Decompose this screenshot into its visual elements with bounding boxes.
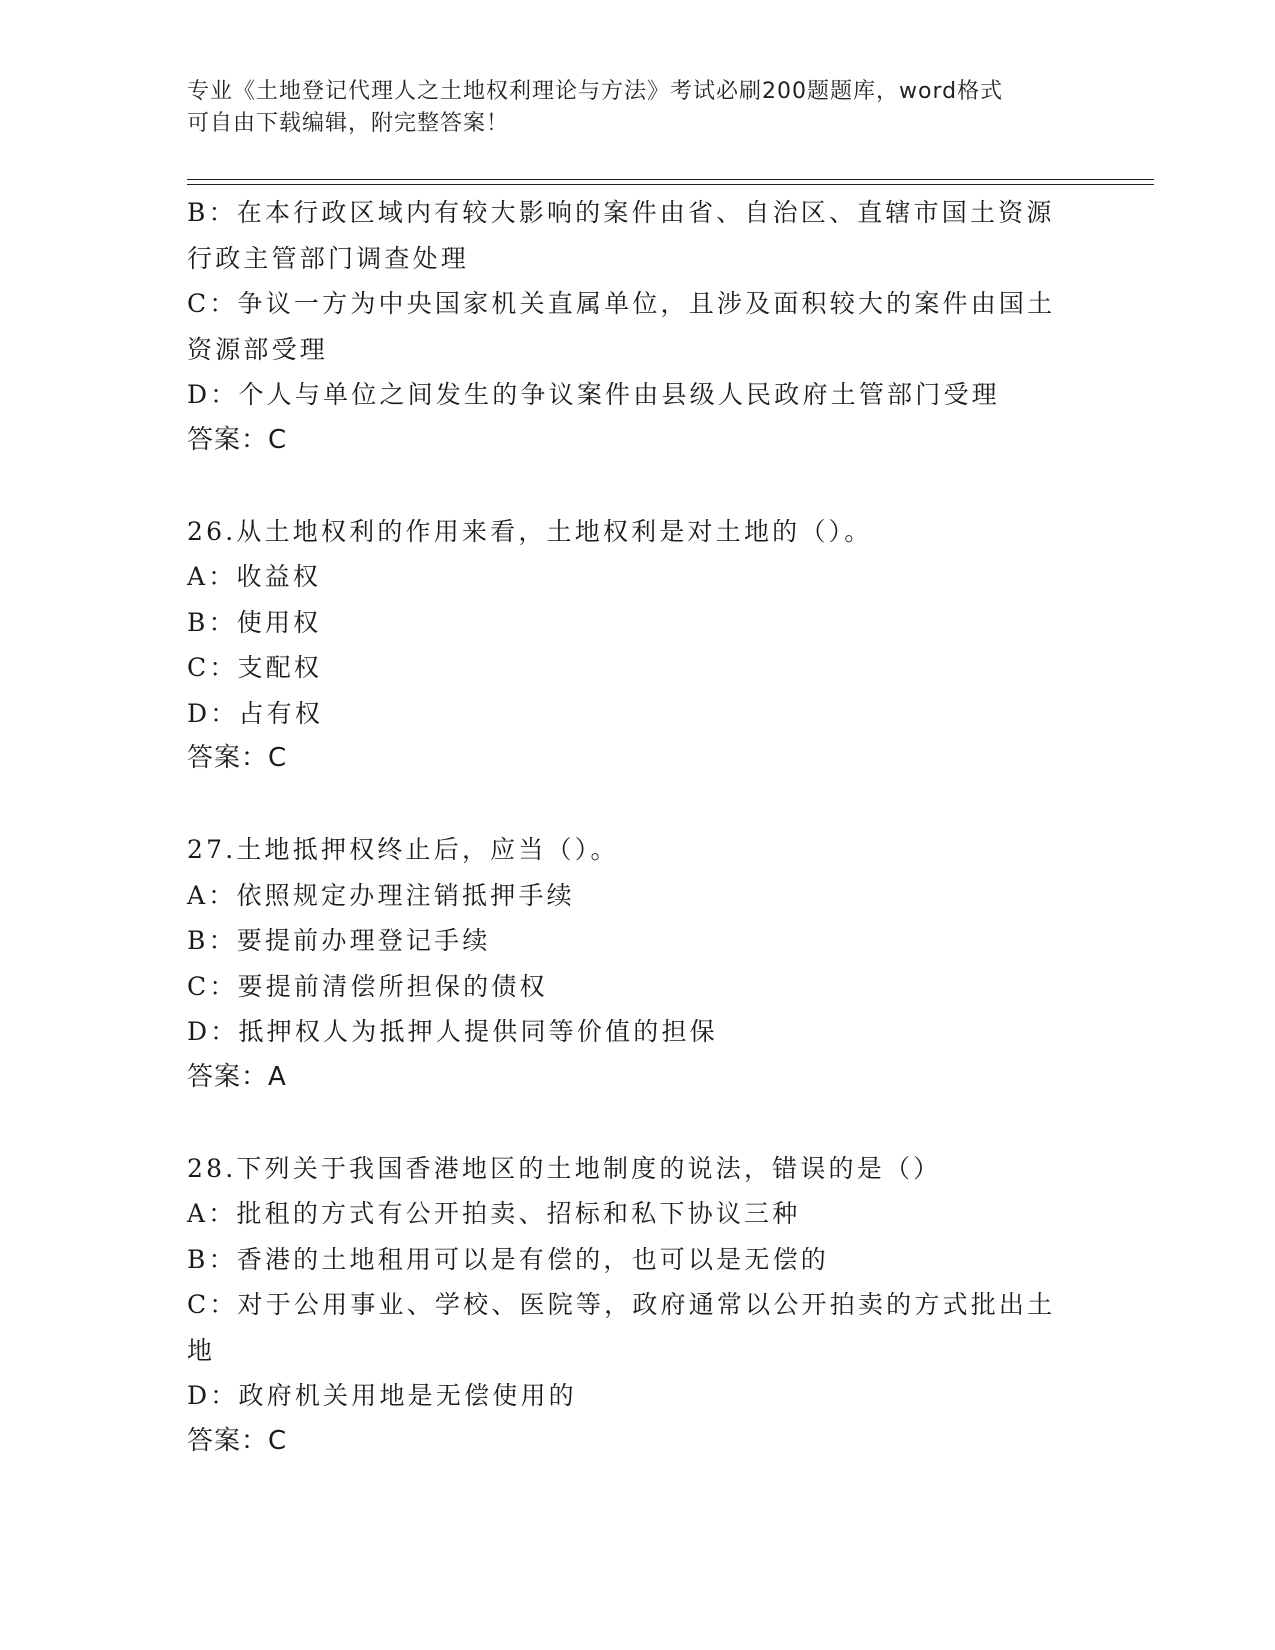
option-d: D：占有权 bbox=[187, 698, 324, 728]
option-b-cont: 行政主管部门调查处理 bbox=[187, 243, 470, 273]
option-b: B：使用权 bbox=[187, 607, 322, 637]
spacer bbox=[187, 463, 1087, 509]
option-b: B：要提前办理登记手续 bbox=[187, 926, 491, 955]
document-header bbox=[187, 76, 1087, 140]
option-d: D：政府机关用地是无偿使用的 bbox=[187, 1381, 577, 1410]
option-d: D：抵押权人为抵押人提供同等价值的担保 bbox=[187, 1017, 718, 1046]
option-c: C：支配权 bbox=[187, 653, 323, 682]
question-27 bbox=[187, 827, 1087, 1100]
option-c: C：争议一方为中央国家机关直属单位，且涉及面积较大的案件由国土 bbox=[187, 289, 1056, 318]
header-divider-bottom bbox=[187, 184, 1154, 185]
header-divider-top bbox=[187, 179, 1154, 180]
spacer bbox=[187, 782, 1087, 828]
answer: 答案：C bbox=[187, 1425, 288, 1456]
question-25-continued bbox=[187, 190, 1087, 463]
header-line-2: 可自由下载编辑，附完整答案！ bbox=[187, 111, 510, 136]
question-stem: 27.土地抵押权终止后，应当（）。 bbox=[187, 835, 619, 864]
option-c-cont: 地 bbox=[187, 1335, 216, 1365]
header-line-1: 专业《土地登记代理人之土地权利理论与方法》考试必刷200题题库，word格式 bbox=[187, 79, 1004, 104]
answer: 答案：C bbox=[187, 743, 288, 773]
question-28 bbox=[187, 1146, 1087, 1465]
question-stem: 26.从土地权利的作用来看，土地权利是对土地的（）。 bbox=[187, 516, 873, 546]
option-a: A：依照规定办理注销抵押手续 bbox=[187, 880, 575, 910]
option-d: D：个人与单位之间发生的争议案件由县级人民政府土管部门受理 bbox=[187, 380, 1000, 409]
option-a: A：批租的方式有公开拍卖、招标和私下协议三种 bbox=[187, 1199, 801, 1228]
question-stem: 28.下列关于我国香港地区的土地制度的说法，错误的是（） bbox=[187, 1153, 942, 1183]
question-26 bbox=[187, 509, 1087, 782]
answer: 答案：A bbox=[187, 1061, 287, 1092]
option-c: C：对于公用事业、学校、医院等，政府通常以公开拍卖的方式批出土 bbox=[187, 1290, 1056, 1319]
spacer bbox=[187, 1100, 1087, 1146]
question-content bbox=[187, 190, 1087, 1464]
option-c-cont: 资源部受理 bbox=[187, 334, 329, 364]
answer: 答案：C bbox=[187, 424, 288, 455]
option-b: B：在本行政区域内有较大影响的案件由省、自治区、直辖市国土资源 bbox=[187, 198, 1055, 227]
option-a: A：收益权 bbox=[187, 562, 322, 591]
option-c: C：要提前清偿所担保的债权 bbox=[187, 971, 548, 1001]
option-b: B：香港的土地租用可以是有偿的，也可以是无偿的 bbox=[187, 1244, 829, 1274]
